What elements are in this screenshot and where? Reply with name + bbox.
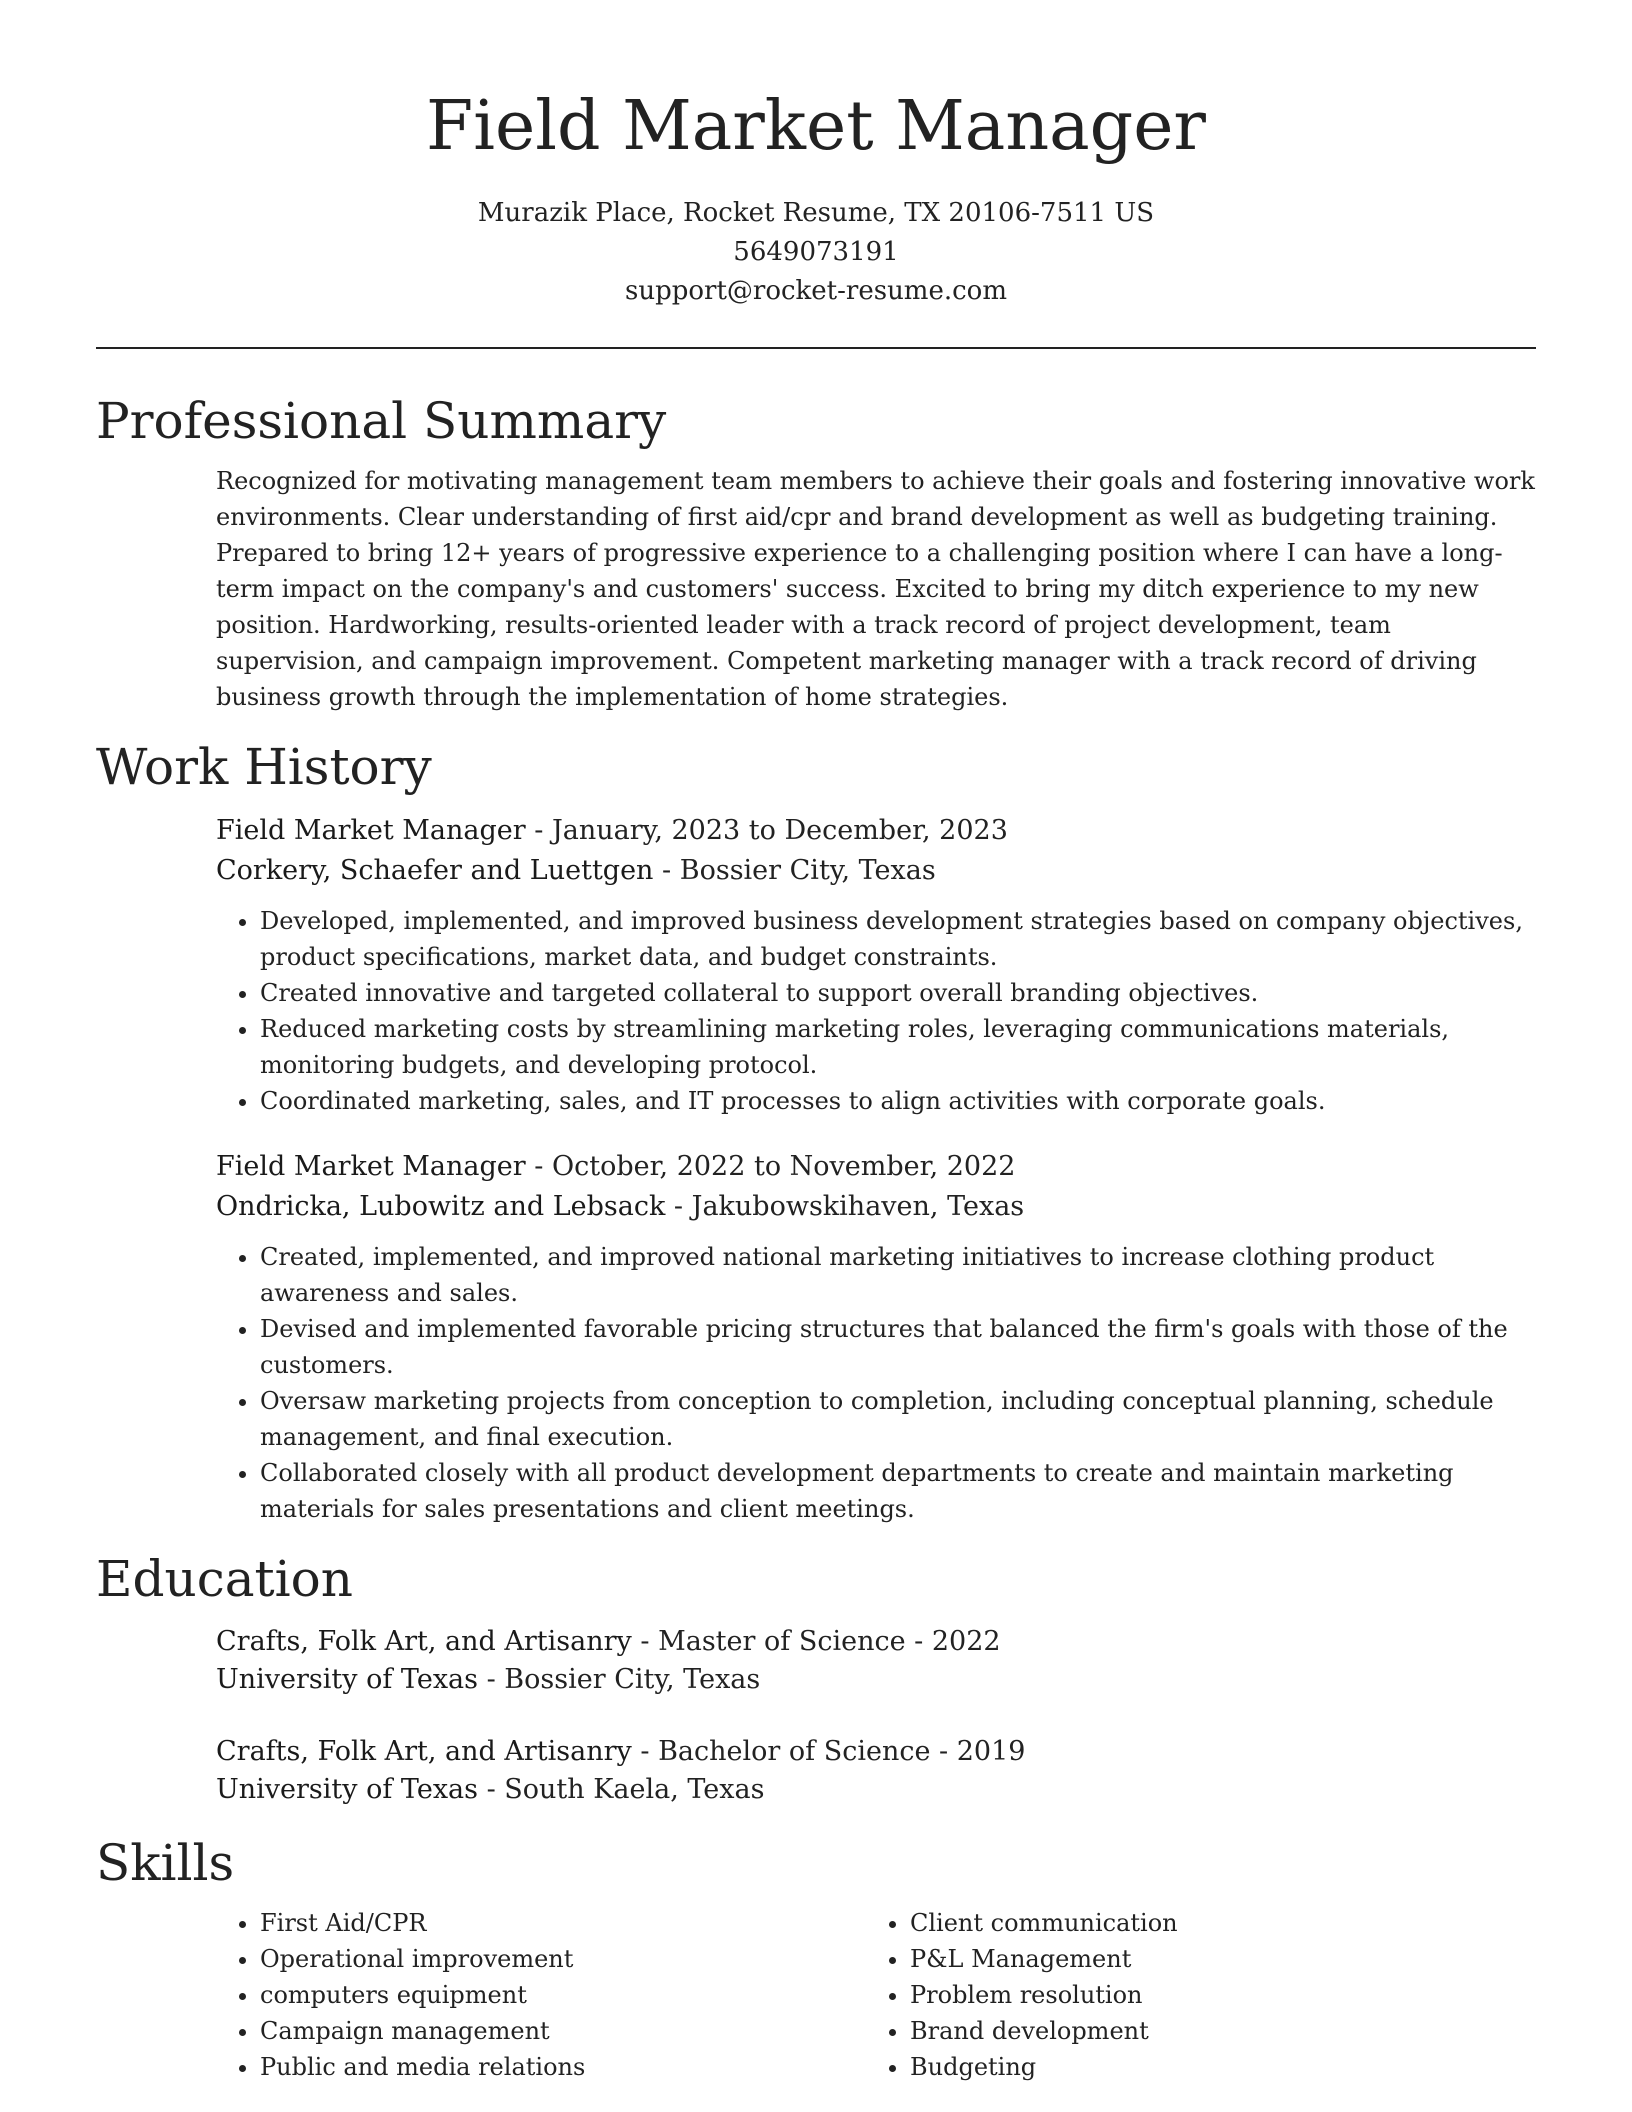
education-school: University of Texas <box>216 1664 478 1695</box>
skills-column-left <box>216 1905 866 2085</box>
summary-section <box>96 391 1536 715</box>
education-school: University of Texas <box>216 1774 478 1805</box>
education-location: - Bossier City, Texas <box>478 1664 761 1695</box>
job-company: Corkery, Schaefer and Luettgen <box>216 855 654 886</box>
education-details: - Bachelor of Science - 2019 <box>631 1736 1026 1767</box>
education-details: - Master of Science - 2022 <box>631 1626 1001 1657</box>
section-title-education: Education <box>96 1550 353 1608</box>
job-org-line <box>216 1187 1536 1227</box>
job-entry <box>216 1147 1536 1527</box>
job-org-line <box>216 851 1536 891</box>
list-item: • Collaborated closely with all product development departments to create and maintain marketing materials for sales presentations and client meetings. <box>260 1455 1536 1527</box>
job-dates: - January, 2023 to December, 2023 <box>525 815 1008 846</box>
job-title-line <box>216 1147 1536 1187</box>
skill-item: • Problem resolution <box>910 1977 1516 2013</box>
skill-item: • Client communication <box>910 1905 1516 1941</box>
job-role: Field Market Manager <box>216 815 526 846</box>
job-role: Field Market Manager <box>216 1151 526 1182</box>
list-item: • Developed, implemented, and improved business development strategies based on company objectives, product specifications, market data, and budget constraints. <box>260 903 1536 975</box>
skill-item: • P&L Management <box>910 1941 1516 1977</box>
education-school-line <box>216 1661 1536 1699</box>
job-bullets <box>216 903 1536 1119</box>
section-title-work: Work History <box>96 738 432 796</box>
education-degree-line <box>216 1623 1536 1661</box>
list-item: • Created innovative and targeted collateral to support overall branding objectives. <box>260 975 1536 1011</box>
list-item: • Coordinated marketing, sales, and IT processes to align activities with corporate goals. <box>260 1083 1536 1119</box>
education-section <box>96 1549 1536 1809</box>
summary-body <box>216 463 1536 715</box>
job-location: - Jakubowskihaven, Texas <box>665 1191 1025 1222</box>
skill-item: • Brand development <box>910 2013 1516 2049</box>
skills-list-right <box>866 1905 1516 2085</box>
list-item: • Oversaw marketing projects from conception to completion, including conceptual planning, schedule management, and final execution. <box>260 1383 1536 1455</box>
skill-item: • computers equipment <box>260 1977 866 2013</box>
education-entry <box>216 1623 1536 1699</box>
work-section <box>96 737 1536 1527</box>
summary-text: Recognized for motivating management team members to achieve their goals and fostering innovative work environments. Clear understanding of first aid/cpr and brand development as well as budgeting training. Prepared to bring 12+ years of progressive experience to a challenging position where I can have a long-term impact on the company's and customers' success. Excited to bring my ditch experience to my new position. Hardworking, results-oriented leader with a track record of project development, team supervision, and campaign improvement. Competent marketing manager with a track record of driving business growth through the implementation of home strategies. <box>216 467 1535 711</box>
job-entry <box>216 811 1536 1119</box>
contact-block <box>0 194 1632 311</box>
skills-column-right <box>866 1905 1516 2085</box>
email: support@rocket-resume.com <box>624 276 1007 306</box>
skill-item: • Public and media relations <box>260 2049 866 2085</box>
skill-item: • Operational improvement <box>260 1941 866 1977</box>
resume-header <box>0 0 1632 311</box>
skills-list-left <box>216 1905 866 2085</box>
education-school-line <box>216 1771 1536 1809</box>
phone: 5649073191 <box>733 237 899 267</box>
address: Murazik Place, Rocket Resume, TX 20106-7511 US <box>477 198 1155 228</box>
education-field: Crafts, Folk Art, and Artisanry <box>216 1626 632 1657</box>
job-company: Ondricka, Lubowitz and Lebsack <box>216 1191 666 1222</box>
education-field: Crafts, Folk Art, and Artisanry <box>216 1736 632 1767</box>
job-bullets <box>216 1239 1536 1527</box>
skill-item: • Campaign management <box>260 2013 866 2049</box>
education-location: - South Kaela, Texas <box>478 1774 765 1805</box>
skill-item: • First Aid/CPR <box>260 1905 866 1941</box>
skill-item: • Budgeting <box>910 2049 1516 2085</box>
list-item: • Created, implemented, and improved national marketing initiatives to increase clothing product awareness and sales. <box>260 1239 1536 1311</box>
skills-section <box>96 1833 1536 2085</box>
section-title-summary: Professional Summary <box>96 392 667 450</box>
list-item: • Reduced marketing costs by streamlining marketing roles, leveraging communications materials, monitoring budgets, and developing protocol. <box>260 1011 1536 1083</box>
list-item: • Devised and implemented favorable pricing structures that balanced the firm's goals with those of the customers. <box>260 1311 1536 1383</box>
skills-grid <box>216 1905 1536 2085</box>
candidate-title: Field Market Manager <box>426 87 1206 166</box>
education-entry <box>216 1733 1536 1809</box>
job-title-line <box>216 811 1536 851</box>
job-dates: - October, 2022 to November, 2022 <box>525 1151 1016 1182</box>
education-degree-line <box>216 1733 1536 1771</box>
section-title-skills: Skills <box>96 1834 235 1892</box>
job-location: - Bossier City, Texas <box>653 855 936 886</box>
header-divider <box>96 347 1536 349</box>
